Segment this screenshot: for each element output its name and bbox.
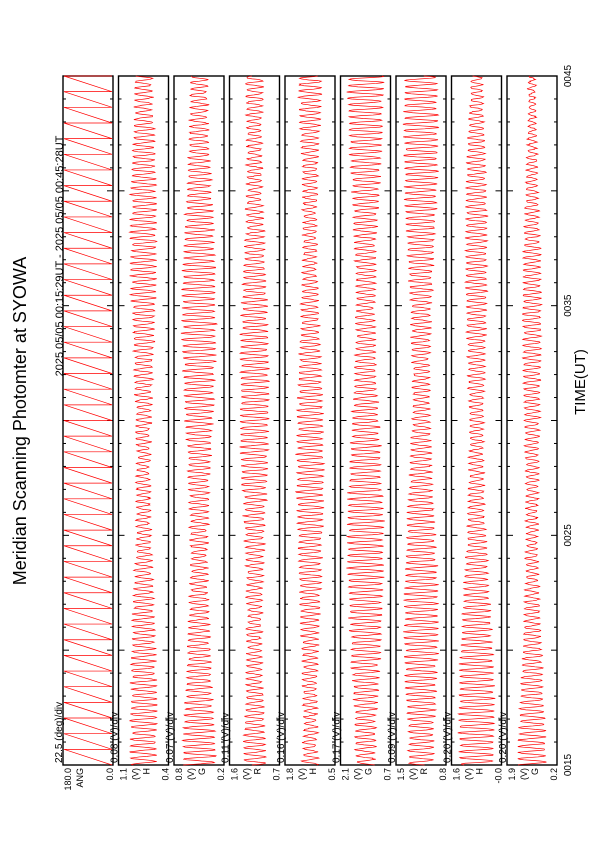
y-min-label: 0.0 <box>105 768 115 781</box>
y-max-label: 1.6 <box>451 768 462 781</box>
panel-frame <box>174 76 224 765</box>
data-trace <box>403 76 439 765</box>
y-max-label: 2.1 <box>340 768 351 781</box>
panel-5 <box>276 76 337 781</box>
panel-2 <box>110 76 171 781</box>
scale-label: 0.20 (V)/div <box>442 711 454 763</box>
channel-label: H <box>474 768 485 775</box>
y-min-label: 0.7 <box>382 768 393 781</box>
y-min-label: 0.8 <box>438 768 448 781</box>
data-trace <box>129 76 157 765</box>
unit-label: (V) <box>352 768 363 780</box>
y-min-label: 0.4 <box>160 768 171 781</box>
unit-label: (V) <box>463 768 474 780</box>
y-max-label: 0.8 <box>174 768 184 781</box>
panel-4 <box>221 76 282 781</box>
y-min-label: 0.7 <box>271 768 282 781</box>
y-max-label: 1.1 <box>118 768 129 781</box>
x-tick-label: 0045 <box>563 64 574 88</box>
panel-9 <box>498 76 559 781</box>
x-tick-label: 0025 <box>563 524 574 547</box>
scale-label: 22.5 (deg)/div <box>54 701 65 763</box>
panel-frame <box>285 76 335 765</box>
data-trace <box>240 76 270 765</box>
unit-label: (V) <box>241 768 252 780</box>
unit-label: (V) <box>186 768 196 780</box>
panel-1 <box>54 76 115 791</box>
data-trace <box>346 76 384 765</box>
y-max-label: 1.9 <box>507 768 517 781</box>
y-min-label: -0.0 <box>493 768 504 784</box>
y-min-label: 0.5 <box>327 768 337 781</box>
scale-label: 0.09 (V)/div <box>387 711 398 763</box>
scale-label: 0.16 (V)/div <box>276 711 287 763</box>
y-max-label: 1.6 <box>229 768 240 781</box>
data-trace <box>518 76 547 765</box>
channel-label: G <box>530 768 540 776</box>
unit-label: (V) <box>519 768 529 780</box>
x-tick-label: 0035 <box>563 294 574 317</box>
unit-label: ANG <box>75 768 85 788</box>
unit-label: (V) <box>297 768 307 780</box>
panel-frame <box>507 76 557 765</box>
panels-group <box>54 76 559 791</box>
panel-frame <box>452 76 502 765</box>
unit-label: (V) <box>130 768 141 780</box>
panel-3 <box>165 76 226 781</box>
channel-label: R <box>252 768 263 775</box>
scale-label: 0.08 (V)/div <box>109 711 121 763</box>
scale-label: 0.07 (V)/div <box>165 711 176 763</box>
x-tick-label: 0015 <box>563 753 574 777</box>
data-trace <box>295 76 324 765</box>
panel-8 <box>443 76 504 784</box>
channel-label: G <box>197 768 207 776</box>
rotated-plot-group <box>10 64 589 790</box>
y-max-label: 180.0 <box>63 768 73 791</box>
data-trace <box>458 76 496 765</box>
data-trace <box>181 76 217 765</box>
panel-7 <box>387 76 448 781</box>
panel-6 <box>332 76 393 781</box>
channel-label: H <box>141 768 152 775</box>
scale-label: 0.17 (V)/div <box>331 711 343 763</box>
channel-label: H <box>308 768 318 775</box>
unit-label: (V) <box>408 768 418 780</box>
x-tick-labels <box>563 64 574 776</box>
panel-frame <box>341 76 391 765</box>
scale-label: 0.20 (V)/div <box>498 711 509 763</box>
channel-label: G <box>363 768 374 776</box>
scale-label: 0.11 (V)/div <box>220 712 232 763</box>
time-range-label: 2025 05/05 00:15:29UT - 2025 05/05 00:45:28UT <box>54 135 66 377</box>
chart-title: Meridian Scanning Photomter at SYOWA <box>10 256 30 586</box>
channel-label: R <box>419 768 429 775</box>
y-max-label: 1.8 <box>285 768 295 781</box>
y-min-label: 0.2 <box>549 768 559 781</box>
panel-frame <box>119 76 169 765</box>
x-axis-label: TIME(UT) <box>572 349 589 415</box>
data-trace <box>64 76 112 765</box>
y-max-label: 1.5 <box>396 768 406 781</box>
y-min-label: 0.2 <box>216 768 226 781</box>
